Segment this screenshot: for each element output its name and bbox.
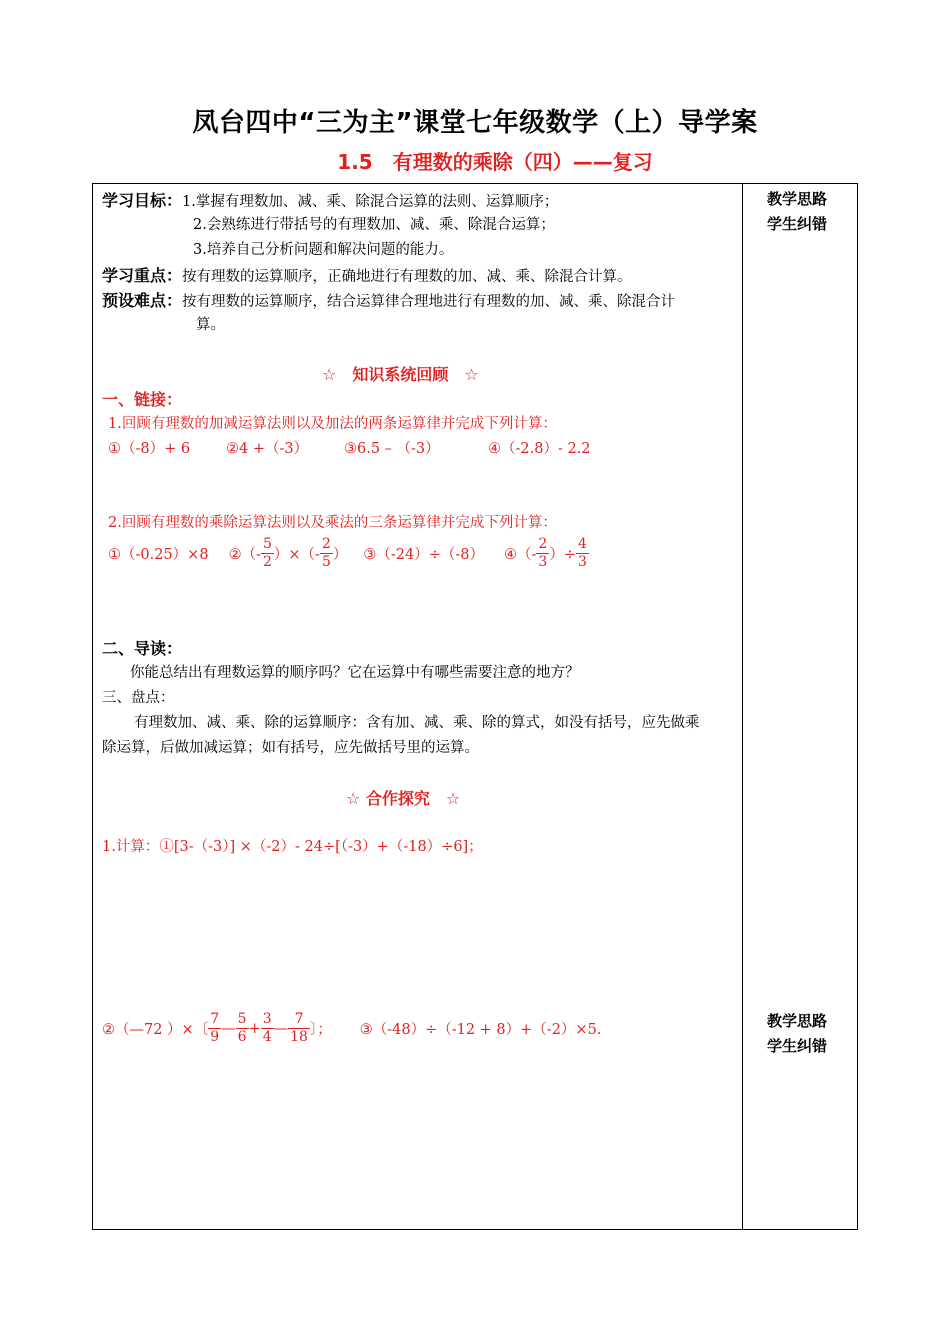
fraction-numerator: 3: [262, 1011, 272, 1027]
fraction-denominator: 3: [577, 554, 587, 570]
summary-text-2: 除运算，后做加减运算；如有括号，应先做括号里的运算。: [102, 740, 479, 756]
fraction-numerator: 7: [288, 1011, 310, 1029]
fraction-denominator: 2: [262, 554, 272, 570]
fraction: [261, 1011, 274, 1046]
fraction: [320, 536, 333, 571]
difficulty-colon: ：: [166, 291, 183, 310]
fraction: [576, 536, 589, 571]
q2-item-2-mid: ）×（-: [273, 547, 320, 563]
fraction: [236, 1011, 249, 1046]
q2-item-2-post: ）: [332, 547, 348, 563]
operator: —: [273, 1020, 289, 1037]
fraction-numerator: 5: [262, 536, 272, 552]
fraction-numerator: 2: [321, 536, 331, 552]
problem-2-pre: ②（—72 ）×〔: [102, 1022, 209, 1038]
q2-item-4-mid: ）÷: [549, 547, 576, 563]
focus-text: 按有理数的运算顺序，正确地进行有理数的加、减、乘、除混合计算。: [182, 269, 632, 285]
problem-2: [102, 1011, 601, 1046]
section-heading-explore: ☆ 合作探究 ☆: [346, 789, 461, 808]
difficulty-label: 预设难点: [102, 291, 167, 310]
problem-3: ③（-48）÷（-12 + 8）+（-2）×5.: [359, 1022, 602, 1038]
link-label: 一、链接：: [102, 390, 183, 409]
question-2: 2.回顾有理数的乘除运算法则以及乘法的三条运算律并完成下列计算：: [108, 515, 557, 531]
goal-1: 1.掌握有理数加、减、乘、除混合运算的法则、运算顺序；: [182, 194, 559, 210]
operator: +: [248, 1020, 261, 1037]
fraction-denominator: 18: [290, 1029, 308, 1045]
summary-label: 三、盘点：: [102, 690, 175, 706]
fraction-numerator: 7: [210, 1011, 220, 1027]
difficulty-text-2: 算。: [196, 317, 225, 333]
q1-item-1: ①（-8）+ 6: [108, 441, 191, 457]
side-label-correction: 学生纠错: [767, 215, 828, 233]
question-1: 1.回顾有理数的加减运算法则以及加法的两条运算律并完成下列计算：: [108, 416, 557, 432]
fraction-denominator: 5: [321, 554, 331, 570]
goal-3: 3.培养自己分析问题和解决问题的能力。: [193, 242, 454, 258]
fraction: [208, 1011, 221, 1046]
fraction-numerator: 5: [237, 1011, 247, 1027]
side-label-thinking: 教学思路: [767, 190, 828, 208]
guide-text: 你能总结出有理数运算的顺序吗？它在运算中有哪些需要注意的地方？: [130, 665, 580, 681]
q1-item-2: ②4 +（-3）: [226, 441, 309, 457]
fraction-denominator: 9: [210, 1029, 220, 1045]
operator: —: [221, 1020, 236, 1037]
fraction-denominator: 4: [262, 1029, 272, 1045]
difficulty-text-1: 按有理数的运算顺序，结合运算律合理地进行有理数的加、减、乘、除混合计: [182, 294, 676, 310]
q1-item-4: ④（-2.8）- 2.2: [488, 441, 591, 457]
page-subtitle: 1.5 有理数的乘除（四）——复习: [337, 150, 653, 174]
q2-item-2-pre: ②（-: [228, 547, 261, 563]
side-label-thinking-2: 教学思路: [767, 1012, 828, 1030]
q2-item-1: ①（-0.25）×8: [108, 547, 209, 563]
problem-1: 1.计算：①[3-（-3）] ×（-2）- 24÷[（-3）+（-18）÷6]；: [102, 839, 483, 855]
guide-label: 二、导读：: [102, 639, 183, 658]
column-divider: [742, 183, 743, 1230]
page-title: 凤台四中“三为主”课堂七年级数学（上）导学案: [192, 108, 758, 138]
q2-item-4-pre: ④（-: [504, 547, 537, 563]
fraction-denominator: 3: [538, 554, 548, 570]
section-heading-review: ☆ 知识系统回顾 ☆: [322, 365, 479, 384]
fraction-numerator: 4: [577, 536, 587, 552]
goals-label: 学习目标: [102, 191, 167, 210]
learning-focus: [102, 263, 632, 286]
fraction: [288, 1011, 310, 1046]
goals-colon: ：: [166, 191, 183, 210]
summary-text-1: 有理数加、减、乘、除的运算顺序：含有加、减、乘、除的算式，如没有括号，应先做乘: [134, 715, 700, 731]
fraction: [261, 536, 274, 571]
q1-item-3: ③6.5 – （-3）: [344, 441, 440, 457]
problem-2-post: 〕；: [309, 1022, 332, 1038]
learning-goals: [102, 188, 558, 211]
q2-item-3: ③（-24）÷（-8）: [363, 547, 484, 563]
lesson-table: [92, 183, 858, 1230]
focus-label: 学习重点: [102, 266, 167, 285]
fraction-numerator: 2: [538, 536, 548, 552]
focus-colon: ：: [166, 266, 183, 285]
fraction: [536, 536, 549, 571]
goal-2: 2.会熟练进行带括号的有理数加、减、乘、除混合运算；: [193, 217, 555, 233]
side-label-correction-2: 学生纠错: [767, 1037, 828, 1055]
learning-difficulty: [102, 288, 675, 311]
fraction-denominator: 6: [237, 1029, 247, 1045]
q2-items: [108, 536, 589, 571]
